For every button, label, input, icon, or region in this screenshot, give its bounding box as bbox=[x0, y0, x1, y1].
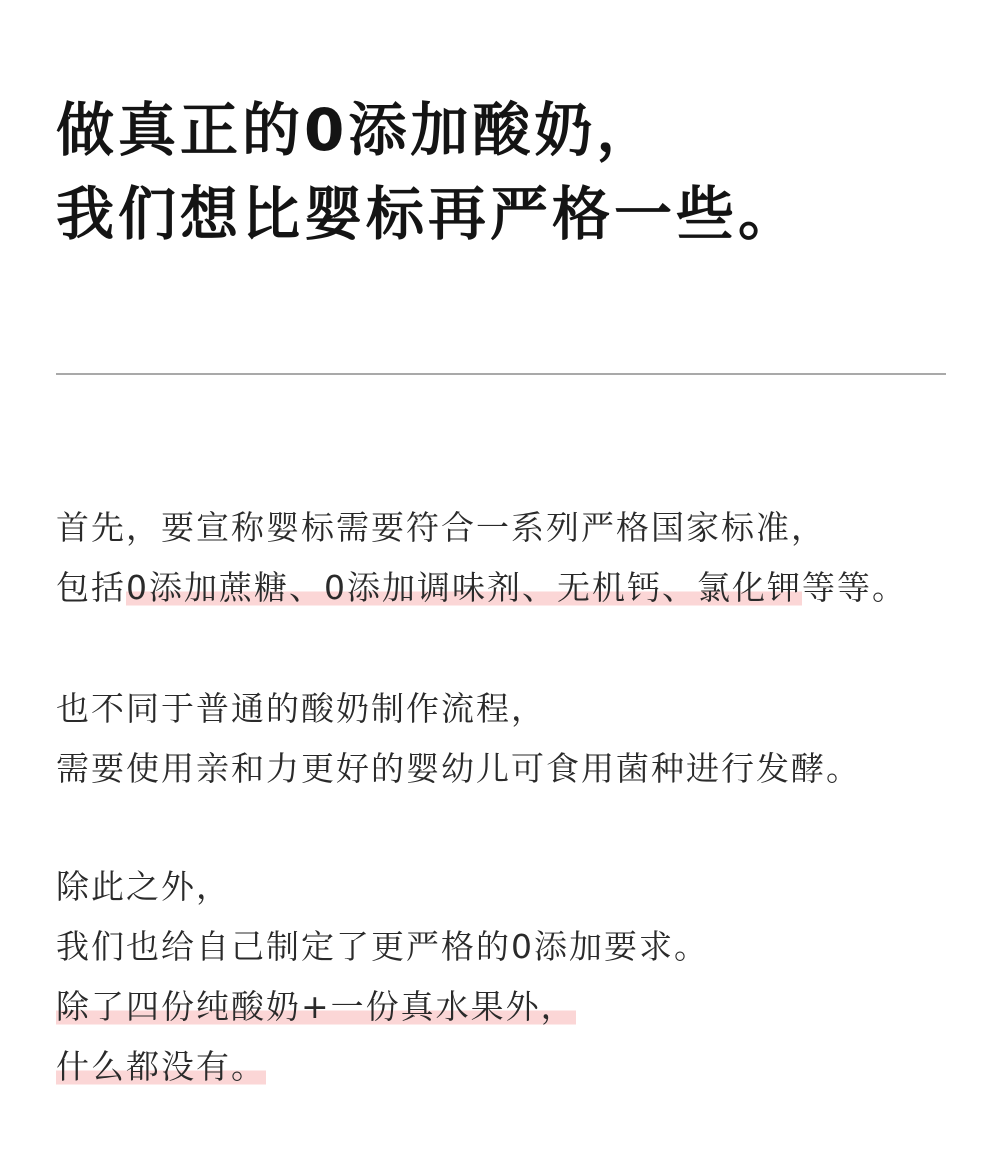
highlighted-text: 0添加蔗糖、0添加调味剂、无机钙、氯化钾 bbox=[126, 568, 802, 607]
highlighted-text: 除了四份纯酸奶+一份真水果外， bbox=[56, 987, 576, 1026]
paragraph-standards bbox=[56, 498, 966, 618]
text-segment: 等等。 bbox=[802, 568, 907, 607]
paragraph-requirements bbox=[56, 857, 966, 1097]
paragraph-line bbox=[56, 977, 966, 1037]
headline-line-2: 我们想比婴标再严格一些。 bbox=[56, 180, 801, 248]
paragraph-line bbox=[56, 1037, 966, 1097]
paragraph-line: 我们也给自己制定了更严格的0添加要求。 bbox=[56, 927, 709, 966]
headline bbox=[56, 88, 956, 256]
paragraph-line: 也不同于普通的酸奶制作流程， bbox=[56, 689, 546, 728]
paragraph-line: 需要使用亲和力更好的婴幼儿可食用菌种进行发酵。 bbox=[56, 749, 861, 788]
paragraph-line: 除此之外， bbox=[56, 867, 231, 906]
section-divider bbox=[56, 373, 946, 375]
highlighted-text: 什么都没有。 bbox=[56, 1047, 266, 1086]
paragraph-process bbox=[56, 679, 966, 799]
paragraph-line bbox=[56, 558, 966, 618]
headline-line-1: 做真正的0添加酸奶， bbox=[56, 96, 659, 164]
text-segment: 包括 bbox=[56, 568, 126, 607]
paragraph-line: 首先，要宣称婴标需要符合一系列严格国家标准， bbox=[56, 508, 826, 547]
